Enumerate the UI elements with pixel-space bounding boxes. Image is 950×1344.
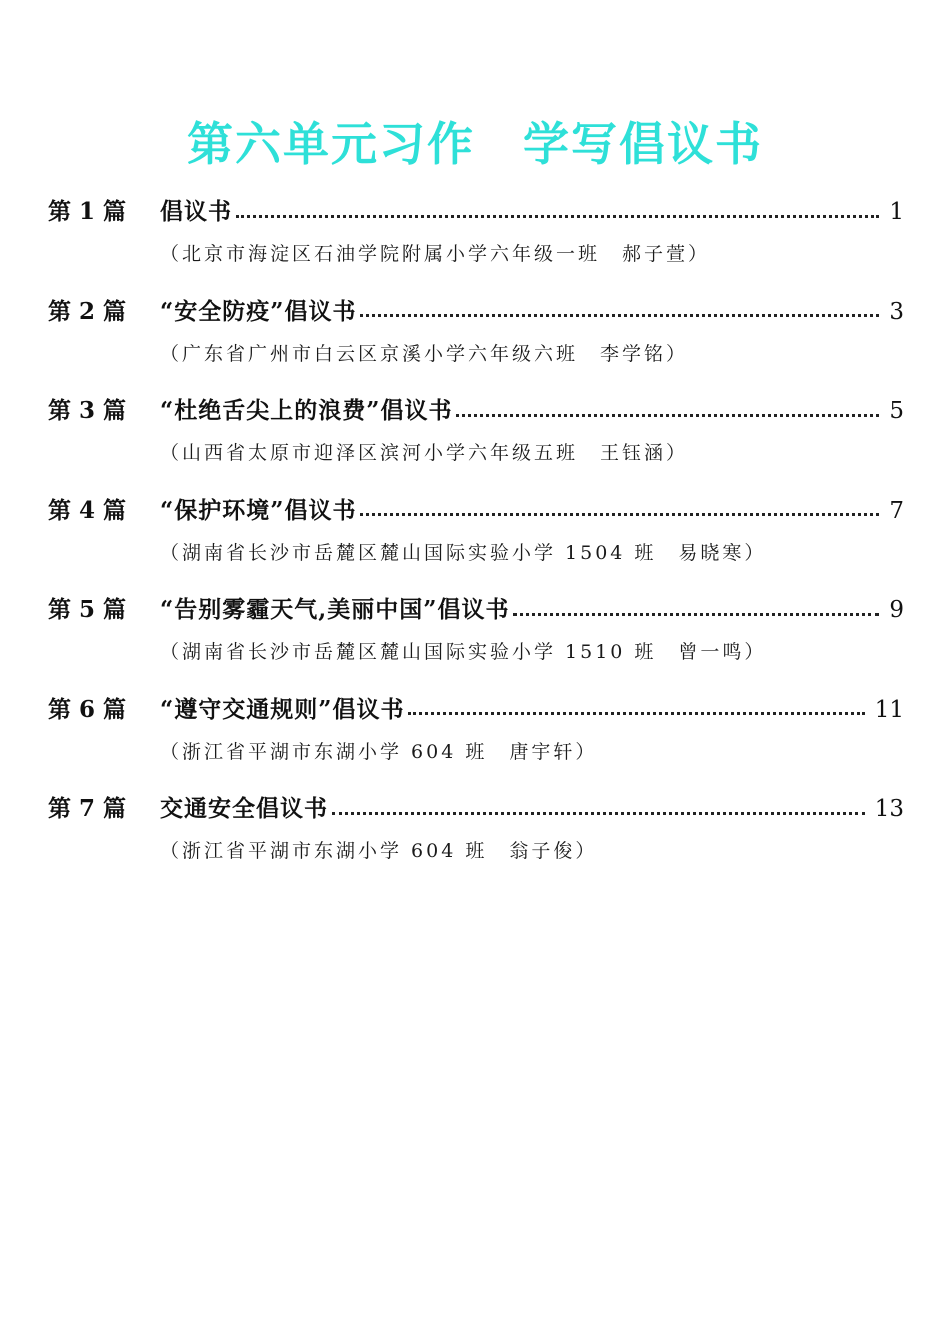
entry-author: （浙江省平湖市东湖小学 604 班 翁子俊） — [160, 840, 598, 862]
toc-entry-row — [48, 688, 904, 732]
entry-page-number: 1 — [889, 199, 904, 225]
entry-page-number: 13 — [874, 796, 904, 822]
toc-entry[interactable] — [48, 190, 904, 290]
entry-author: （湖南省长沙市岳麓区麓山国际实验小学 1504 班 易晓寒） — [160, 541, 767, 564]
entry-title: “安全防疫”倡议书 — [160, 297, 357, 325]
toc-entry-row — [48, 290, 904, 334]
table-of-contents — [48, 190, 904, 887]
entry-page-number: 7 — [889, 497, 904, 524]
toc-entry[interactable] — [48, 787, 904, 887]
entry-author: （浙江省平湖市东湖小学 604 班 唐宇轩） — [160, 740, 598, 763]
dot-leader — [360, 314, 879, 317]
dot-leader — [513, 613, 879, 616]
entry-page-number: 9 — [889, 597, 904, 623]
toc-entry[interactable] — [48, 588, 904, 688]
entry-title: “杜绝舌尖上的浪费”倡议书 — [160, 397, 453, 424]
entry-number: 第 5 篇 — [48, 596, 127, 623]
dot-leader — [332, 812, 865, 815]
page-title: 第六单元习作 学写倡议书 — [187, 117, 763, 171]
entry-page-number: 3 — [889, 298, 904, 325]
toc-entry-row — [48, 787, 904, 831]
toc-entry[interactable] — [48, 688, 904, 788]
dot-leader — [456, 414, 879, 417]
entry-number: 第 6 篇 — [48, 695, 127, 723]
entry-page-number: 11 — [874, 696, 904, 723]
entry-author: （北京市海淀区石油学院附属小学六年级一班 郝子萱） — [160, 243, 711, 265]
dot-leader — [236, 215, 879, 218]
entry-number: 第 2 篇 — [48, 297, 127, 325]
toc-entry-row — [48, 588, 904, 632]
toc-entry-row — [48, 489, 904, 533]
toc-entry[interactable] — [48, 290, 904, 390]
entry-number: 第 4 篇 — [48, 496, 127, 524]
toc-entry[interactable] — [48, 489, 904, 589]
entry-page-number: 5 — [889, 398, 904, 424]
entry-title: 交通安全倡议书 — [160, 795, 328, 822]
entry-title: 倡议书 — [160, 198, 232, 225]
entry-title: “遵守交通规则”倡议书 — [160, 695, 405, 723]
entry-author: （山西省太原市迎泽区滨河小学六年级五班 王钰涵） — [160, 442, 689, 464]
toc-entry[interactable] — [48, 389, 904, 489]
entry-number: 第 3 篇 — [48, 397, 127, 424]
toc-entry-row — [48, 190, 904, 234]
dot-leader — [360, 513, 879, 516]
entry-author: （广东省广州市白云区京溪小学六年级六班 李学铭） — [160, 342, 689, 365]
entry-title: “告别雾霾天气,美丽中国”倡议书 — [160, 596, 510, 623]
entry-title: “保护环境”倡议书 — [160, 496, 357, 524]
entry-author: （湖南省长沙市岳麓区麓山国际实验小学 1510 班 曾一鸣） — [160, 641, 767, 663]
toc-entry-row — [48, 389, 904, 433]
entry-number: 第 1 篇 — [48, 198, 127, 225]
entry-number: 第 7 篇 — [48, 795, 127, 822]
dot-leader — [408, 712, 864, 715]
